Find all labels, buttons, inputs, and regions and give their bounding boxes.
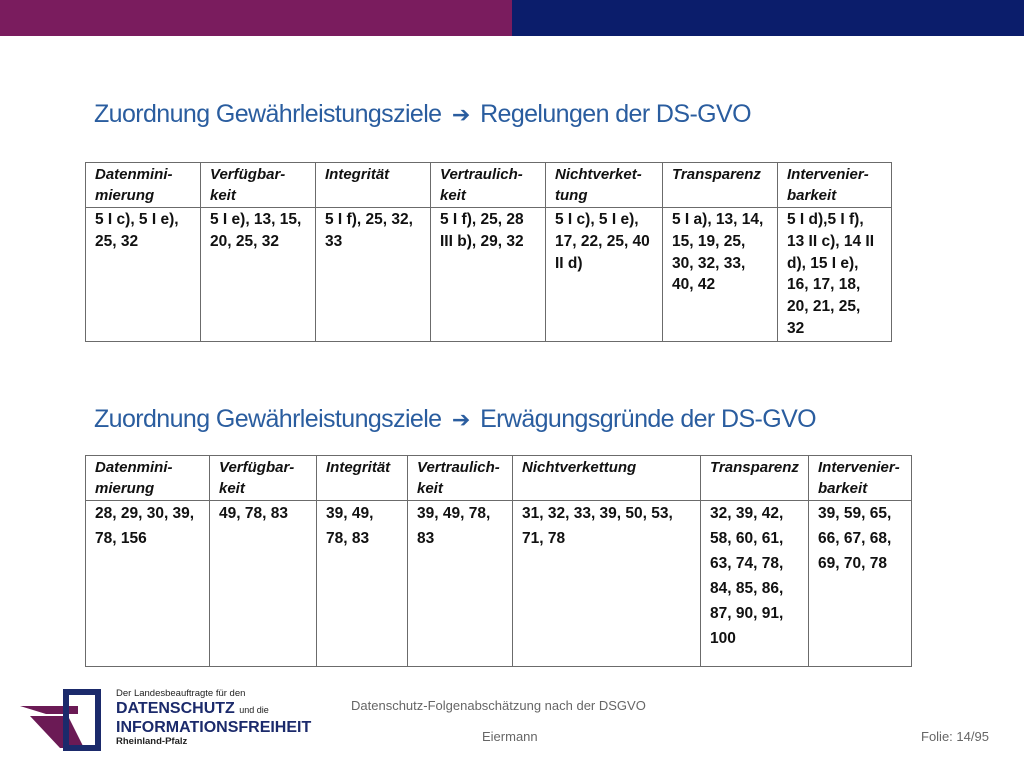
column-header: Verfügbar- keit: [210, 456, 317, 501]
lfdi-logo: [16, 688, 316, 752]
logo-line4: Rheinland-Pfalz: [116, 736, 188, 747]
section1-title-part1: Zuordnung Gewährleistungsziele: [94, 100, 442, 128]
logo-line1: Der Landesbeauftragte für den: [116, 688, 246, 699]
table-header-row: [86, 456, 912, 501]
section1-title-part2: Regelungen der DS-GVO: [480, 100, 751, 128]
column-header: Nichtverket- tung: [546, 163, 663, 208]
column-header: Transparenz: [663, 163, 778, 208]
column-header: Nichtverkettung: [513, 456, 701, 501]
table-cell: 32, 39, 42, 58, 60, 61, 63, 74, 78, 84, 85, 86, 87, 90, 91, 100: [701, 501, 809, 667]
footer-slide-number: Folie: 14/95: [921, 729, 989, 744]
table-cell: 5 I d),5 I f), 13 II c), 14 II d), 15 I e), 16, 17, 18, 20, 21, 25, 32: [778, 208, 892, 342]
table-cell: 5 I a), 13, 14, 15, 19, 25, 30, 32, 33, 40, 42: [663, 208, 778, 342]
column-header: Datenmini- mierung: [86, 163, 201, 208]
table-cell: 39, 49, 78, 83: [408, 501, 513, 667]
logo-mark-icon: [16, 688, 112, 752]
logo-line3: INFORMATIONSFREIHEIT: [116, 719, 312, 736]
table-cell: 5 I f), 25, 32, 33: [316, 208, 431, 342]
column-header: Integrität: [317, 456, 408, 501]
logo-wordmark: [116, 688, 316, 748]
table-cell: 5 I c), 5 I e), 25, 32: [86, 208, 201, 342]
table-cell: 39, 59, 65, 66, 67, 68, 69, 70, 78: [809, 501, 912, 667]
logo-line2-main: DATENSCHUTZ: [116, 700, 235, 717]
logo-line2-small: und die: [239, 705, 269, 715]
table-cell: 39, 49, 78, 83: [317, 501, 408, 667]
footer-subtitle: Datenschutz-Folgenabschätzung nach der DSGVO: [351, 698, 646, 713]
column-header: Integrität: [316, 163, 431, 208]
logo-line2: [116, 700, 316, 719]
column-header: Transparenz: [701, 456, 809, 501]
top-color-bar: [0, 0, 1024, 36]
footer-author: Eiermann: [482, 729, 538, 744]
table-cell: 31, 32, 33, 39, 50, 53, 71, 78: [513, 501, 701, 667]
top-bar-purple-segment: [0, 0, 512, 36]
column-header: Intervenier- barkeit: [778, 163, 892, 208]
arrow-right-icon: ➔: [451, 102, 470, 127]
column-header: Datenmini- mierung: [86, 456, 210, 501]
regulations-table: [85, 162, 892, 342]
section2-title-part1: Zuordnung Gewährleistungsziele: [94, 405, 442, 433]
recitals-table: [85, 455, 912, 667]
table-cell: 5 I f), 25, 28 III b), 29, 32: [431, 208, 546, 342]
table-header-row: [86, 163, 892, 208]
section2-title-part2: Erwägungsgründe der DS-GVO: [480, 405, 817, 433]
column-header: Intervenier- barkeit: [809, 456, 912, 501]
column-header: Vertraulich- keit: [431, 163, 546, 208]
column-header: Verfügbar- keit: [201, 163, 316, 208]
table-row: [86, 501, 912, 667]
table-cell: 28, 29, 30, 39, 78, 156: [86, 501, 210, 667]
section1-heading: [94, 99, 751, 130]
column-header: Vertraulich- keit: [408, 456, 513, 501]
section2-heading: [94, 404, 816, 435]
table-row: [86, 208, 892, 342]
arrow-right-icon: ➔: [451, 407, 470, 432]
top-bar-navy-segment: [512, 0, 1024, 36]
table-cell: 5 I c), 5 I e), 17, 22, 25, 40 II d): [546, 208, 663, 342]
table-cell: 49, 78, 83: [210, 501, 317, 667]
table-cell: 5 I e), 13, 15, 20, 25, 32: [201, 208, 316, 342]
